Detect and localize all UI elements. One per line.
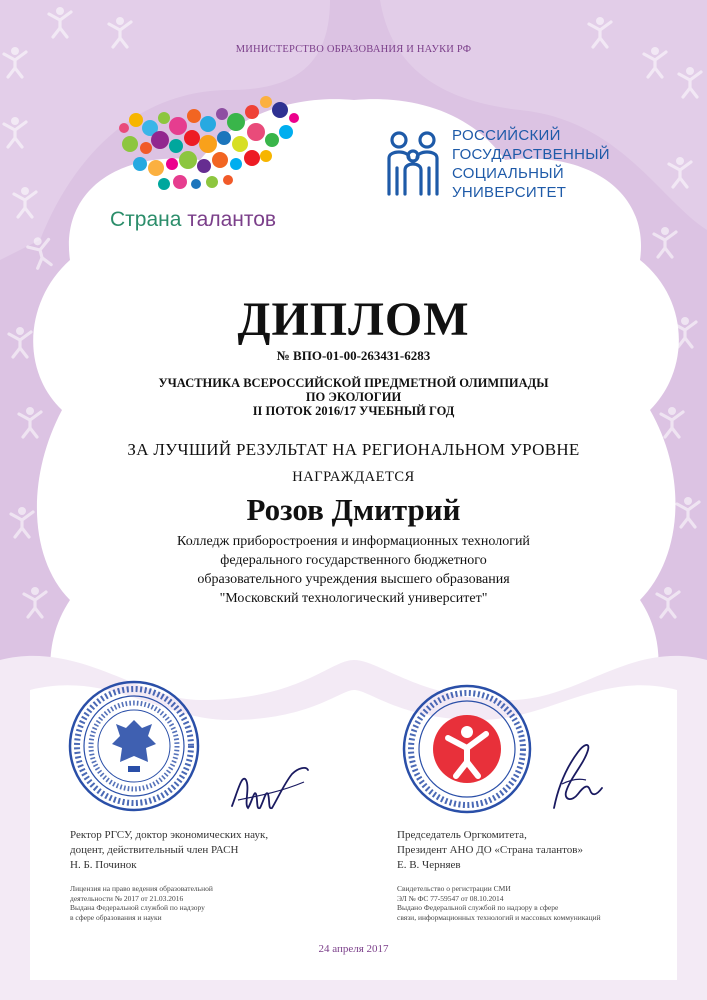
signatory-line: Председатель Оргкомитета,	[397, 829, 527, 841]
institution-line: федерального государственного бюджетного	[220, 553, 487, 568]
signatory-line: Е. В. Черняев	[397, 859, 461, 871]
awarded-text: НАГРАЖДАЕТСЯ	[292, 469, 415, 485]
institution-line: образовательного учреждения высшего образования	[197, 572, 510, 587]
achievement-text: ЗА ЛУЧШИЙ РЕЗУЛЬТАТ НА РЕГИОНАЛЬНОМ УРОВНЕ	[127, 440, 580, 459]
rector-signatory	[70, 828, 268, 873]
subtitle-line: УЧАСТНИКА ВСЕРОССИЙСКОЙ ПРЕДМЕТНОЙ ОЛИМПИАДЫ	[158, 376, 549, 390]
signatory-line: доцент, действительный член РАСН	[70, 844, 239, 856]
rgsu-line: УНИВЕРСИТЕТ	[452, 184, 567, 201]
logo-word-2: талантов	[187, 208, 277, 231]
license-line: Выдана Федеральной службой по надзору	[70, 903, 205, 912]
registration-line: Выдано Федеральной службой по надзору в сфере	[397, 903, 559, 912]
president-signature	[544, 738, 614, 818]
rgsu-line: ГОСУДАРСТВЕННЫЙ	[452, 146, 610, 163]
registration-line: ЭЛ № ФС 77-59547 от 08.10.2014	[397, 893, 504, 903]
signatory-line: Н. Б. Починок	[70, 859, 137, 871]
recipient-name: Розов Дмитрий	[246, 492, 461, 527]
license-info	[70, 884, 213, 922]
university-seal-stamp	[66, 678, 202, 814]
organization-seal-stamp	[400, 682, 534, 816]
logo-strana-talantov	[110, 208, 276, 232]
registration-line: связи, информационных технологий и массовых коммуникаций	[397, 912, 601, 922]
license-line: деятельности № 2017 от 21.03.2016	[70, 893, 184, 903]
rgsu-line: РОССИЙСКИЙ	[452, 127, 561, 144]
subtitle-line: II ПОТОК 2016/17 УЧЕБНЫЙ ГОД	[252, 404, 455, 418]
ministry-header: МИНИСТЕРСТВО ОБРАЗОВАНИЯ И НАУКИ РФ	[235, 44, 472, 55]
signatory-line: Ректор РГСУ, доктор экономических наук,	[70, 829, 269, 841]
license-line: Лицензия на право ведения образовательной	[70, 884, 213, 893]
rgsu-name	[452, 126, 610, 202]
rector-signature	[228, 760, 312, 816]
rgsu-line: СОЦИАЛЬНЫЙ	[452, 165, 564, 182]
issue-date: 24 апреля 2017	[318, 943, 389, 955]
diploma-number: № ВПО-01-00-263431-6283	[276, 348, 431, 363]
logo-word-1: Страна	[110, 208, 182, 231]
president-signatory	[397, 828, 583, 873]
diploma-subtitle	[0, 376, 707, 418]
license-line: в сфере образования и науки	[70, 912, 162, 922]
institution-line: "Московский технологический университет"	[219, 591, 488, 606]
subtitle-line: ПО ЭКОЛОГИИ	[305, 390, 402, 404]
diploma-title: ДИПЛОМ	[237, 293, 470, 346]
signatory-line: Президент АНО ДО «Страна талантов»	[397, 844, 583, 856]
media-registration-info	[397, 884, 601, 922]
family-icon	[383, 128, 443, 196]
registration-line: Свидетельство о регистрации СМИ	[397, 884, 511, 893]
institution-line: Колледж приборостроения и информационных технологий	[177, 534, 530, 549]
recipient-institution	[0, 532, 707, 608]
